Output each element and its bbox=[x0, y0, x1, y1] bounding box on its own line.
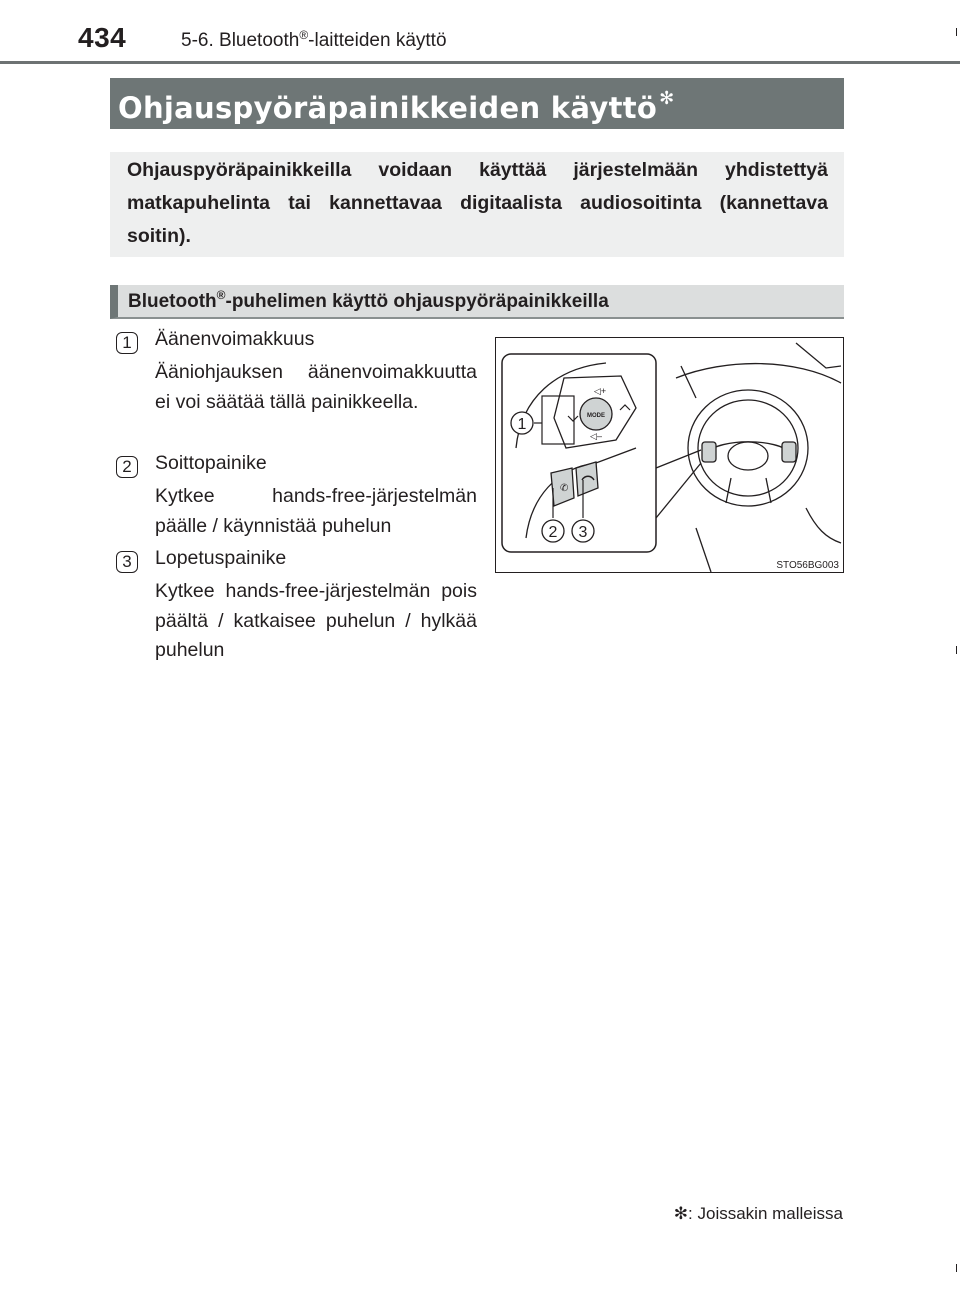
subheading-prefix: Bluetooth bbox=[128, 291, 217, 312]
callout-number: 2 bbox=[548, 524, 558, 541]
subheading bbox=[110, 285, 844, 319]
crop-mark-middle bbox=[956, 646, 957, 654]
intro-box bbox=[110, 152, 844, 257]
page-number: 434 bbox=[78, 22, 127, 53]
crop-mark-bottom bbox=[956, 1264, 957, 1272]
callout-number: 3 bbox=[578, 524, 588, 541]
asterisk-icon: ✻ bbox=[659, 88, 675, 109]
item-description: Kytkee hands-free-järjestelmän pois päältä / katkaisee puhelun / hylkää puhelun bbox=[155, 580, 477, 661]
mode-button-label: MODE bbox=[587, 413, 605, 419]
item-number-badge: 2 bbox=[116, 456, 138, 478]
callout-3 bbox=[572, 520, 594, 542]
item-description: Kytkee hands-free-järjestelmän päälle / käynnistää puhelun bbox=[155, 485, 477, 537]
item-description: Ääniohjauksen äänenvoimakkuutta ei voi säätää tällä painikkeella. bbox=[155, 361, 477, 413]
item-title: Äänenvoimakkuus bbox=[155, 328, 315, 350]
steering-wheel-illustration bbox=[495, 337, 844, 573]
illustration-svg bbox=[496, 338, 843, 572]
footnote bbox=[674, 1204, 843, 1224]
item-number-badge: 1 bbox=[116, 332, 138, 354]
steering-wheel-icon bbox=[656, 343, 841, 572]
volume-down-label: ◁– bbox=[590, 431, 602, 441]
section-suffix: -laitteiden käyttö bbox=[308, 30, 447, 51]
volume-up-label: ◁+ bbox=[593, 386, 607, 396]
registered-mark: ® bbox=[216, 288, 226, 302]
subheading-suffix: -puhelimen käyttö ohjauspyöräpainikkeilla bbox=[225, 291, 609, 312]
intro-text: Ohjauspyöräpainikkeilla voidaan käyttää järjestelmään yhdistettyä matkapuhelinta tai kannettavaa digitaalista audiosoitinta (kannettava soitin). bbox=[127, 159, 828, 247]
section-title bbox=[181, 28, 447, 52]
callout-2 bbox=[542, 520, 564, 542]
footnote-text: : Joissakin malleissa bbox=[688, 1204, 843, 1223]
callout-number: 1 bbox=[517, 416, 527, 433]
item-title: Lopetuspainike bbox=[155, 547, 287, 569]
crop-mark-top bbox=[956, 28, 957, 36]
callout-1 bbox=[511, 412, 533, 434]
registered-mark: ® bbox=[299, 28, 309, 42]
item-title: Soittopainike bbox=[155, 452, 267, 474]
item-number-badge: 3 bbox=[116, 551, 138, 573]
heading-title: Ohjauspyöräpainikkeiden käyttö bbox=[118, 91, 658, 125]
asterisk-icon: ✻ bbox=[673, 1204, 689, 1223]
phone-icon: ✆ bbox=[560, 483, 569, 494]
page-heading bbox=[110, 78, 844, 129]
figure-code: STO56BG003 bbox=[776, 560, 839, 571]
header-rule bbox=[0, 61, 960, 64]
section-prefix: 5-6. Bluetooth bbox=[181, 30, 300, 51]
